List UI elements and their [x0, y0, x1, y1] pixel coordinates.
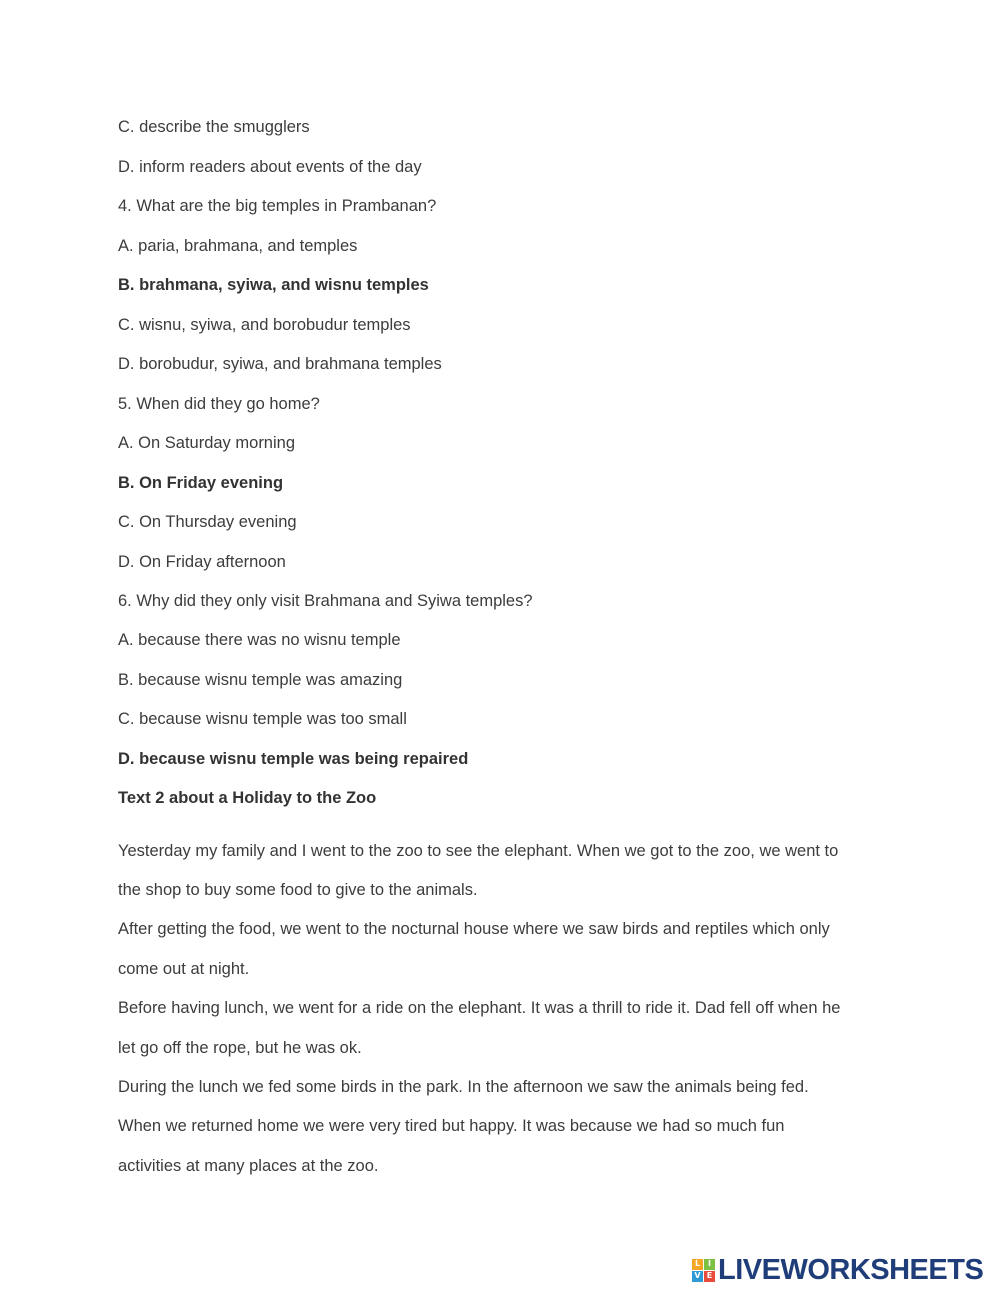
text-line: C. wisnu, syiwa, and borobudur temples — [118, 316, 411, 334]
text-line: Before having lunch, we went for a ride on the elephant. It was a thrill to ride it. Dad fell off when he — [118, 999, 841, 1017]
text-line: D. On Friday afternoon — [118, 553, 286, 571]
text-line: 5. When did they go home? — [118, 395, 320, 413]
logo-square-i: I — [704, 1259, 715, 1270]
text-line: D. borobudur, syiwa, and brahmana temples — [118, 355, 442, 373]
text-line: C. describe the smugglers — [118, 118, 310, 136]
answer-line-bold: D. because wisnu temple was being repaired — [118, 750, 469, 768]
logo-square-e: E — [704, 1271, 715, 1282]
text-line: During the lunch we fed some birds in the park. In the afternoon we saw the animals being fed. — [118, 1078, 809, 1096]
text-line: 6. Why did they only visit Brahmana and Syiwa temples? — [118, 592, 533, 610]
text-line: D. inform readers about events of the day — [118, 158, 422, 176]
text-line: A. On Saturday morning — [118, 434, 296, 452]
text-line: come out at night. — [118, 960, 250, 978]
text-line: After getting the food, we went to the nocturnal house where we saw birds and reptiles which only — [118, 920, 830, 938]
answer-line-bold: Text 2 about a Holiday to the Zoo — [118, 789, 377, 807]
text-line: Yesterday my family and I went to the zoo to see the elephant. When we got to the zoo, we went to — [118, 842, 839, 860]
text-line: 4. What are the big temples in Prambanan? — [118, 197, 437, 215]
answer-line-bold: B. On Friday evening — [118, 474, 284, 492]
logo-square-v: V — [692, 1271, 703, 1282]
text-line: activities at many places at the zoo. — [118, 1157, 379, 1175]
answer-line-bold: B. brahmana, syiwa, and wisnu temples — [118, 276, 429, 294]
text-line: the shop to buy some food to give to the animals. — [118, 881, 478, 899]
logo-mark-icon — [692, 1259, 715, 1282]
liveworksheets-logo — [692, 1254, 983, 1286]
text-line: let go off the rope, but he was ok. — [118, 1039, 362, 1057]
text-line: A. paria, brahmana, and temples — [118, 237, 358, 255]
text-line: C. because wisnu temple was too small — [118, 710, 407, 728]
text-line: C. On Thursday evening — [118, 513, 297, 531]
text-line: A. because there was no wisnu temple — [118, 631, 401, 649]
text-line: B. because wisnu temple was amazing — [118, 671, 403, 689]
logo-wordmark: LIVEWORKSHEETS — [718, 1253, 984, 1286]
text-line: When we returned home we were very tired but happy. It was because we had so much fun — [118, 1117, 785, 1135]
logo-square-l: L — [692, 1259, 703, 1270]
